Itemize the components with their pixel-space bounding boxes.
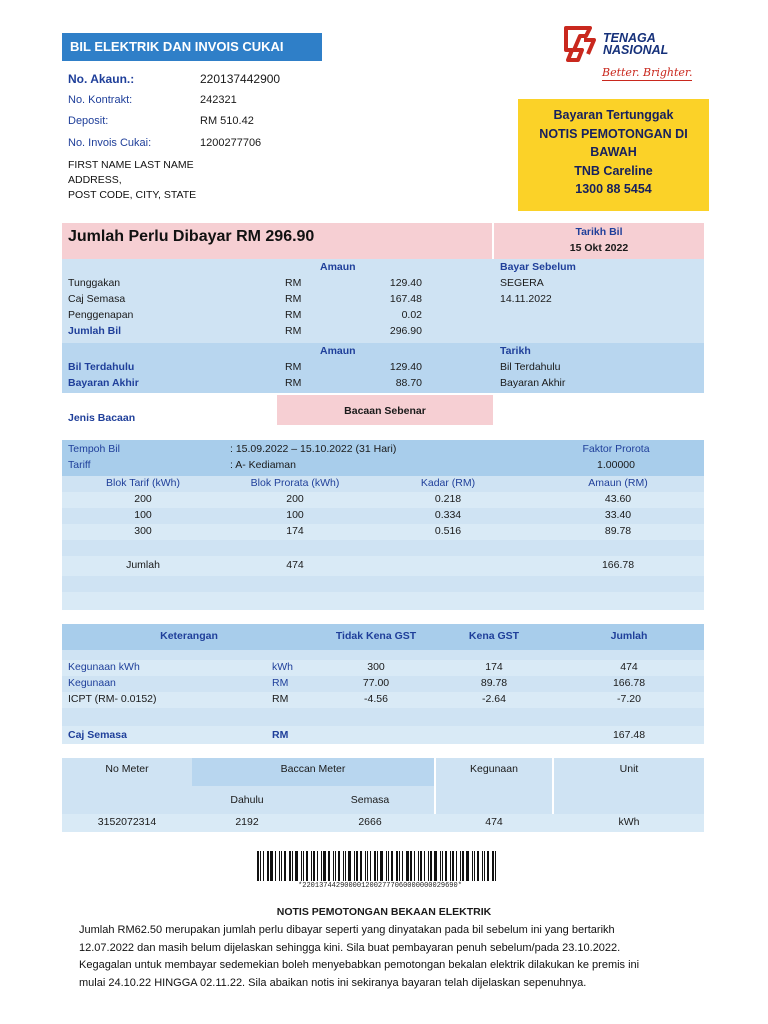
summary-row-label: Caj Semasa (68, 293, 126, 305)
jenis-bacaan-value: Bacaan Sebenar (344, 405, 426, 417)
tariff-col-header: Kadar (RM) (420, 477, 476, 489)
gst-row-unit: RM (272, 677, 289, 689)
barcode-bar (462, 851, 464, 881)
barcode-bar (317, 851, 318, 881)
meter-dahulu: 2192 (235, 816, 259, 828)
tnb-logo (560, 24, 700, 90)
barcode-bar (306, 851, 308, 881)
tnb-logo-icon (560, 24, 600, 64)
gst-row-cell: 474 (620, 661, 638, 673)
gst-row-cell: 89.78 (480, 677, 508, 689)
meter-semasa: 2666 (358, 816, 382, 828)
gst-row-unit: RM (272, 693, 289, 705)
barcode-bar (270, 851, 273, 881)
summary-row-amt: 129.40 (389, 277, 422, 289)
tariff-col-header: Blok Tarif (kWh) (106, 477, 180, 489)
barcode-bar (367, 851, 368, 881)
gst-row-unit: kWh (272, 661, 293, 673)
barcode-bar (414, 851, 415, 881)
barcode-bar (284, 851, 286, 881)
caj-semasa-label: Caj Semasa (68, 729, 127, 741)
amaun-header: Amaun (320, 261, 356, 273)
invois-value: 1200277706 (200, 137, 262, 149)
caj-semasa-unit: RM (272, 729, 289, 741)
previous-row-date: Bil Terdahulu (500, 361, 561, 373)
barcode-bar (260, 851, 261, 881)
meter-header-bacaan: Baccan Meter (280, 763, 346, 775)
barcode-bar (267, 851, 269, 881)
barcode-number: *2201374429000012002777060000000029690* (298, 882, 462, 890)
gst-row-cell: 300 (367, 661, 385, 673)
tariff-total-kwh: 474 (286, 559, 304, 571)
tempoh-value: : 15.09.2022 – 15.10.2022 (31 Hari) (230, 443, 397, 455)
barcode-bar (354, 851, 355, 881)
barcode-bar (365, 851, 366, 881)
previous-row-amt: 88.70 (395, 377, 422, 389)
barcode-bar (452, 851, 454, 881)
amount-due: Jumlah Perlu Dibayar RM 296.90 (68, 228, 315, 245)
barcode-bar (323, 851, 326, 881)
tariff-cell: 43.60 (604, 493, 632, 505)
summary-row-amt: 0.02 (401, 309, 422, 321)
gst-row-cell: -7.20 (617, 693, 641, 705)
tariff-cell: 300 (134, 525, 152, 537)
barcode-bar (474, 851, 475, 881)
tariff-empty-row (62, 592, 704, 610)
barcode-bar (391, 851, 393, 881)
tariff-cell: 0.218 (434, 493, 462, 505)
barcode-bar (388, 851, 389, 881)
barcode-bar (301, 851, 302, 881)
tariff-cell: 100 (286, 509, 304, 521)
meter-header-kegunaan: Kegunaan (470, 763, 518, 775)
barcode-bar (445, 851, 447, 881)
previous-row-date: Bayaran Akhir (500, 377, 566, 389)
tariff-col-header: Amaun (RM) (588, 477, 648, 489)
tariff-empty-row (62, 576, 704, 592)
faktor-value: 1.00000 (597, 459, 635, 471)
barcode-bar (418, 851, 419, 881)
barcode-bar (360, 851, 362, 881)
meter-header-unit: Unit (619, 763, 639, 775)
deposit-label: Deposit: (68, 115, 109, 127)
tariff-total-amt: 166.78 (601, 559, 635, 571)
jenis-bacaan-label: Jenis Bacaan (68, 412, 136, 424)
tarikh-label: Tarikh (500, 345, 531, 357)
barcode-bar (430, 851, 432, 881)
barcode-bar (321, 851, 322, 881)
gst-row-label: ICPT (RM- 0.0152) (68, 693, 157, 705)
faktor-label: Faktor Prorota (582, 443, 650, 455)
summary-row-cur: RM (285, 325, 302, 337)
meter-kegunaan: 474 (485, 816, 503, 828)
gst-header: Kena GST (468, 630, 520, 642)
meter-header-no: No Meter (105, 763, 149, 775)
caj-semasa-total: 167.48 (612, 729, 646, 741)
logo-tagline: Better. Brighter. (602, 66, 693, 79)
notice-title: NOTIS PEMOTONGAN BEKAAN ELEKTRIK (276, 906, 492, 918)
tariff-cell: 33.40 (604, 509, 632, 521)
barcode-bar (295, 851, 298, 881)
notice-body: Jumlah RM62.50 merupakan jumlah perlu dibayar seperti yang dinyatakan pada bil sebelum ini yang bertarikh 12.07.2022 dan masih belum dijelaskan sehingga kini. Sila buat pembayaran penuh sebelum/pada 23.10.2022. Kegagalan untuk membayar sedemekian boleh menyebabkan pemotongan bekalan elektrik dilakukan ke premis ini mulai 24.10.22 HINGGA 02.11.22. Sila abaikan notis ini sekiranya bayaran telah dijelaskan sepenuhnya. (79, 924, 640, 989)
barcode-bar (402, 851, 403, 881)
summary-row-amt: 167.48 (389, 293, 422, 305)
summary-row-label: Tunggakan (68, 277, 121, 289)
bayar-sebelum-label: Bayar Sebelum (500, 261, 576, 273)
previous-row-label: Bayaran Akhir (68, 377, 139, 389)
summary-row-label: Penggenapan (68, 309, 134, 321)
tariff-label: Tariff (68, 459, 91, 471)
barcode-bar (440, 851, 441, 881)
tempoh-label: Tempoh Bil (68, 443, 120, 455)
barcode-bar (450, 851, 451, 881)
summary-row-cur: RM (285, 293, 302, 305)
barcode-bar (399, 851, 400, 881)
meter-header-dahulu: Dahulu (230, 794, 264, 806)
barcode (257, 851, 503, 881)
barcode-bar (257, 851, 259, 881)
gst-row-label: Kegunaan kWh (68, 661, 140, 673)
invois-label: No. Invois Cukai: (68, 137, 152, 149)
summary-row-amt: 296.90 (389, 325, 422, 337)
previous-row-label: Bil Terdahulu (68, 361, 135, 373)
tariff-total-label: Jumlah (126, 559, 160, 571)
gst-header: Jumlah (610, 630, 648, 642)
barcode-bar (410, 851, 412, 881)
summary-row-label: Jumlah Bil (68, 325, 122, 337)
barcode-bar (328, 851, 330, 881)
gst-row-cell: -4.56 (364, 693, 388, 705)
tariff-cell: 0.516 (434, 525, 462, 537)
previous-row-cur: RM (285, 377, 302, 389)
gst-spacer (62, 650, 704, 660)
barcode-bar (487, 851, 489, 881)
barcode-bar (356, 851, 358, 881)
tariff-empty-row (62, 540, 704, 556)
meter-unit: kWh (618, 816, 640, 828)
barcode-bar (456, 851, 457, 881)
kontrak-label: No. Kontrakt: (68, 94, 133, 106)
no-akaun-label: No. Akaun.: (68, 72, 135, 86)
barcode-bar (434, 851, 437, 881)
barcode-bar (424, 851, 425, 881)
meter-no: 3152072314 (97, 816, 157, 828)
barcode-bar (386, 851, 387, 881)
tariff-cell: 200 (286, 493, 304, 505)
bayar-sebelum-2: 14.11.2022 (500, 293, 552, 305)
barcode-bar (345, 851, 346, 881)
barcode-bar (311, 851, 312, 881)
barcode-bar (263, 851, 264, 881)
tariff-cell: 200 (134, 493, 152, 505)
tariff-cell: 89.78 (604, 525, 632, 537)
tariff-cell: 174 (286, 525, 304, 537)
customer-address: FIRST NAME LAST NAME ADDRESS, POST CODE, CITY, STATE (68, 159, 197, 201)
barcode-bar (482, 851, 483, 881)
arrears-notice-box: Bayaran Tertunggak NOTIS PEMOTONGAN DI BAWAH TNB Careline 1300 88 5454 (518, 99, 709, 211)
barcode-bar (275, 851, 276, 881)
barcode-bar (313, 851, 315, 881)
barcode-bar (477, 851, 479, 881)
tariff-cell: 0.334 (434, 509, 462, 521)
summary-row-cur: RM (285, 309, 302, 321)
gst-row-cell: 77.00 (362, 677, 390, 689)
barcode-bar (460, 851, 461, 881)
barcode-bar (406, 851, 409, 881)
tariff-cell: 100 (134, 509, 152, 521)
gst-header: Tidak Kena GST (335, 630, 417, 642)
barcode-bar (281, 851, 282, 881)
no-akaun-value: 220137442900 (200, 72, 281, 86)
barcode-bar (466, 851, 469, 881)
barcode-bar (492, 851, 494, 881)
logo-wordmark: TENAGA NASIONAL (603, 31, 669, 57)
barcode-bar (428, 851, 429, 881)
summary-row-cur: RM (285, 277, 302, 289)
barcode-bar (396, 851, 398, 881)
barcode-bar (292, 851, 293, 881)
previous-row-amt: 129.40 (389, 361, 422, 373)
gst-row-label: Kegunaan (68, 677, 116, 689)
gst-row-cell: 174 (485, 661, 503, 673)
kontrak-value: 242321 (200, 94, 237, 106)
bill-date: 15 Okt 2022 (569, 242, 629, 254)
barcode-bar (333, 851, 334, 881)
gst-row-cell: -2.64 (482, 693, 506, 705)
barcode-bar (289, 851, 291, 881)
barcode-bar (279, 851, 280, 881)
barcode-bar (380, 851, 383, 881)
barcode-bar (374, 851, 376, 881)
deposit-value: RM 510.42 (200, 115, 254, 127)
barcode-bar (377, 851, 378, 881)
barcode-bar (348, 851, 351, 881)
bill-date-label: Tarikh Bil (575, 226, 623, 238)
gst-spacer (62, 708, 704, 726)
barcode-bar (338, 851, 340, 881)
barcode-bar (343, 851, 344, 881)
barcode-bar (370, 851, 371, 881)
barcode-bar (303, 851, 304, 881)
barcode-bar (495, 851, 496, 881)
barcode-bar (420, 851, 422, 881)
amaun-header-2: Amaun (320, 345, 356, 357)
previous-row-cur: RM (285, 361, 302, 373)
bill-title: BIL ELEKTRIK DAN INVOIS CUKAI (62, 33, 322, 61)
barcode-bar (442, 851, 443, 881)
tariff-value: : A- Kediaman (230, 459, 296, 471)
barcode-bar (472, 851, 473, 881)
meter-header-semasa: Semasa (350, 794, 390, 806)
gst-header: Keterangan (160, 630, 218, 642)
barcode-bar (335, 851, 336, 881)
gst-row-cell: 166.78 (612, 677, 646, 689)
barcode-bar (484, 851, 485, 881)
bayar-sebelum-1: SEGERA (500, 277, 544, 289)
tariff-col-header: Blok Prorata (kWh) (250, 477, 340, 489)
